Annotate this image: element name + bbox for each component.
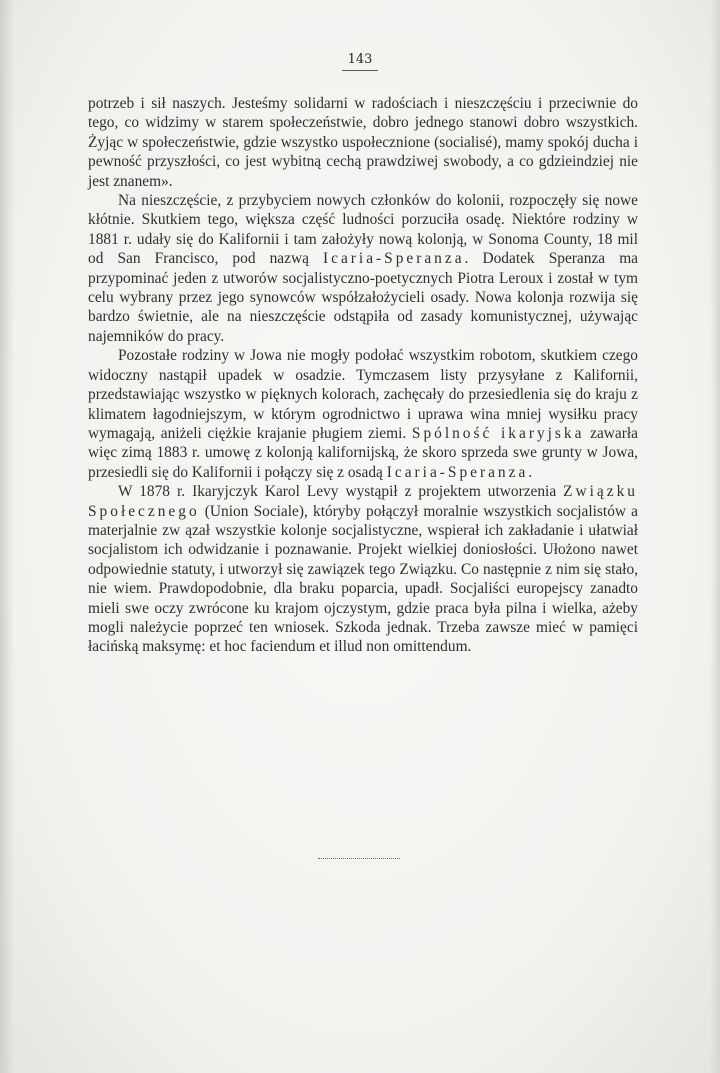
paragraph (88, 482, 638, 657)
spaced-emphasis: Spólność ikaryjska (411, 424, 585, 442)
paragraph-text: Pozostałe rodziny w Jowa nie mogły podołać wszystkim robotom, skutkiem czego widoczny nastąpił upadek w osadzie. Tymczasem listy przysyłane z Kalifornii, przedstawiając wszystko w pięknych kolorach, zachęcały do przesiedlenia się do kraju z klimatem łagodniejszym, w którym ogrodnictwo i uprawa wina mniej wysiłku pracy wymagają, aniżeli ciężkie krajanie pługiem ziemi. (88, 347, 638, 442)
paragraph (88, 191, 638, 346)
body-text (88, 94, 638, 657)
page-number: 143 (347, 52, 373, 67)
spaced-emphasis: Icaria-Speranza (323, 250, 465, 268)
page-shadow-right (710, 0, 720, 1073)
end-rule (318, 858, 400, 859)
spaced-emphasis: Związku Społecznego (88, 483, 638, 520)
paragraph-text: . (528, 463, 533, 481)
paragraph (88, 346, 638, 482)
paragraph (88, 94, 638, 191)
paragraph-text: Na nieszczęście, z przybyciem nowych członków do kolonii, rozpoczęły się nowe kłótnie. Skutkiem tego, większa część ludności porzuciła osadę. Niektóre rodziny w 1881 r. udały się do Kalifornii i tam założyły nową kolonją, w Sonoma County, 18 mil od San Francisco, pod nazwą (88, 192, 638, 268)
paragraph-text: . Dodatek Speranza ma przypominać jeden z utworów socjalistyczno-poetycznych Piotra Leroux i został w tym celu wybrany przez jego synowców współzałożycieli osady. Nowa kolonja rozwija się bardzo świetnie, ale na nieszczęście odstąpiła od zasady komunistycznej, używając najemników do pracy. (88, 250, 638, 345)
page-number-rule (342, 70, 378, 71)
page-shadow-left (0, 0, 14, 1073)
paragraph-text: (Union Sociale), któryby połączył moralnie wszystkich socjalistów a materjalnie zw ązał wszystkie kolonje socjalistyczne, wspierał ich zakładanie i ułatwiał socjalistom ich odwidzanie i poznawanie. Projekt wielkiej doniosłości. Ułożono nawet odpowiednie statuty, i utworzył się zawiązek tego Związku. Co następnie z nim się stało, nie wiem. Prawdopodobnie, dla braku poparcia, upadł. Socjaliści europejscy zanadto mieli swe oczy zwrócone ku krajom ojczystym, gdzie praca była pilna i wielka, ażeby mogli należycie poprzeć ten wniosek. Szkoda jednak. Trzeba zawsze mieć w pamięci łacińską maksymę: et hoc faciendum et illud non omittendum. (88, 502, 638, 656)
spaced-emphasis: Icaria-Speranza (386, 463, 529, 481)
paragraph-text: zawarła więc zimą 1883 r. umowę z kolonją kalifornijską, że skoro sprzeda swe grunty w Jowa, przesiedli się do Kalifornii i połączy się z osadą (88, 424, 638, 481)
paragraph-text: W 1878 r. Ikaryjczyk Karol Levy wystąpił z projektem utworzenia (118, 483, 564, 501)
paragraph-text: potrzeb i sił naszych. Jesteśmy solidarni w radościach i nieszczęściu i przeciwnie do tego, co widzimy w starem społeczeństwie, dobro jednego stanowi dobro wszystkich. Żyjąc w społeczeństwie, gdzie wszystko uspołecznione (socialisé), mamy spokój ducha i pewność przyszłości, co jest wybitną cechą prawdziwej swobody, a co gdzieindziej nie jest znanem». (88, 95, 638, 190)
